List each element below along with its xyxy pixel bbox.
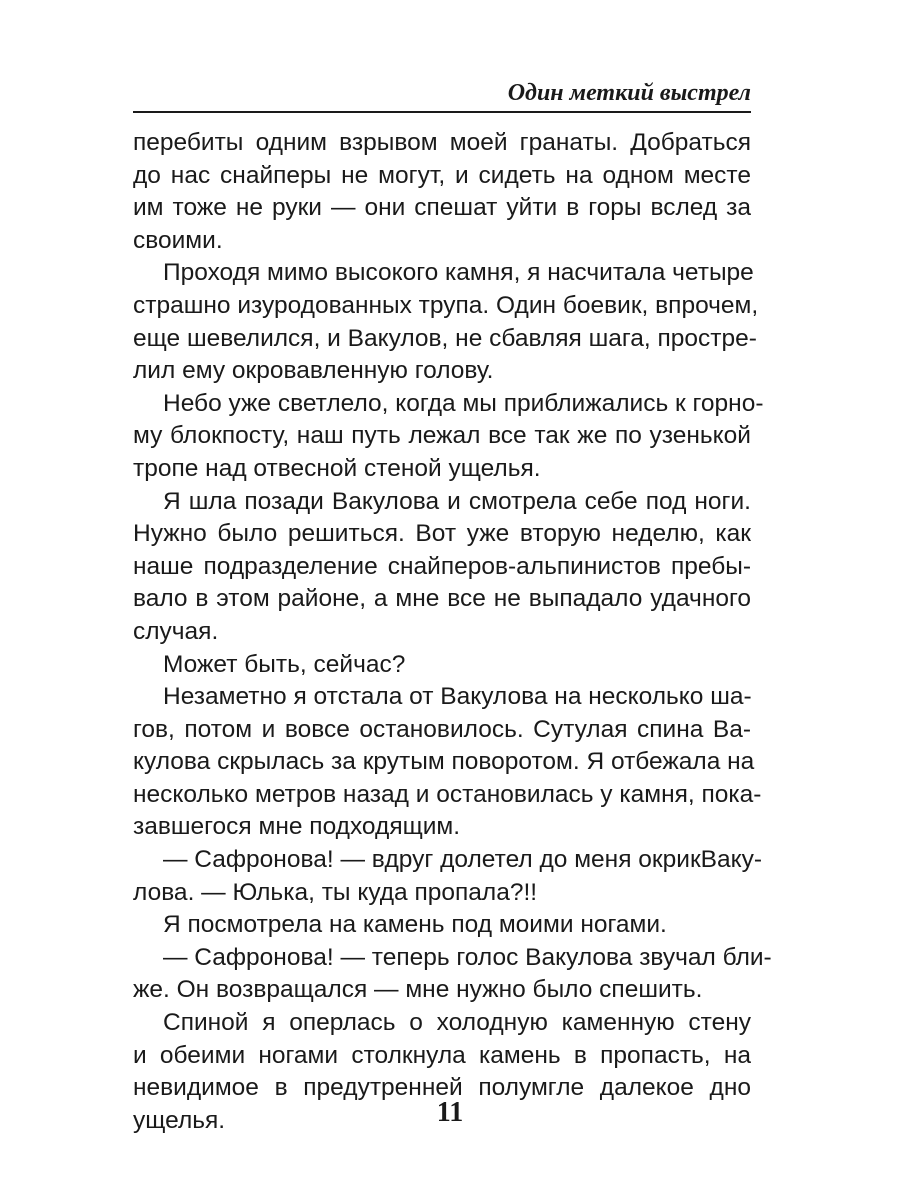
page-number: 11 [436, 1097, 464, 1128]
text-line: гов, потом и вовсе остановилось. Сутулая спина Ва- [133, 715, 751, 743]
text-line: вало в этом районе, а мне все не выпадало удачного [133, 585, 751, 613]
text-line: Спиной я оперлась о холодную каменную стену [163, 1009, 751, 1037]
text-line: — Сафронова! — вдруг долетел до меня окрикВаку- [163, 846, 763, 874]
text-line: Я шла позади Вакулова и смотрела себе под ноги. [163, 487, 751, 515]
text-line: Небо уже светлело, когда мы приближались к горно- [163, 389, 764, 417]
text-line: — Сафронова! — теперь голос Вакулова звучал бли- [163, 943, 772, 971]
text-line: своими. [133, 226, 223, 254]
text-line: завшегося мне подходящим. [133, 813, 461, 841]
text-line: Может быть, сейчас? [163, 650, 406, 678]
text-line: перебиты одним взрывом моей гранаты. Добраться [133, 129, 751, 156]
text-line: несколько метров назад и остановилась у камня, пока- [133, 780, 762, 808]
text-line: еще шевелился, и Вакулов, не сбавляя шага, простре- [133, 324, 757, 352]
text-line: му блокпосту, наш путь лежал все так же по узенькой [133, 422, 751, 450]
text-line: ущелья. [133, 1106, 226, 1134]
text-line: Проходя мимо высокого камня, я насчитала четыре [163, 259, 754, 287]
text-line: Незаметно я отстала от Вакулова на несколько ша- [163, 683, 752, 711]
text-line: случая. [133, 617, 219, 645]
text-line: страшно изуродованных трупа. Один боевик, впрочем, [133, 291, 759, 319]
running-title: Один меткий выстрел [507, 80, 751, 106]
text-line: тропе над отвесной стеной ущелья. [133, 454, 541, 482]
text-line: им тоже не руки — они спешат уйти в горы вслед за [133, 194, 751, 222]
text-line: невидимое в предутренней полумгле далекое дно [133, 1074, 751, 1102]
text-line: и обеими ногами столкнула камень в пропасть, на [133, 1041, 751, 1069]
text-line: до нас снайперы не могут, и сидеть на одном месте [133, 161, 751, 189]
body-text [133, 127, 772, 1137]
text-line: Нужно было решиться. Вот уже вторую неделю, как [133, 520, 751, 548]
text-line: наше подразделение снайперов-альпинистов пребы- [133, 552, 751, 580]
text-line: лил ему окровавленную голову. [133, 357, 494, 385]
text-line: лова. — Юлька, ты куда пропала?!! [133, 878, 538, 906]
text-line: Я посмотрела на камень под моими ногами. [163, 911, 667, 939]
text-line: же. Он возвращался — мне нужно было спешить. [133, 976, 703, 1004]
header-rule [133, 111, 751, 113]
text-line: кулова скрылась за крутым поворотом. Я отбежала на [133, 748, 755, 776]
